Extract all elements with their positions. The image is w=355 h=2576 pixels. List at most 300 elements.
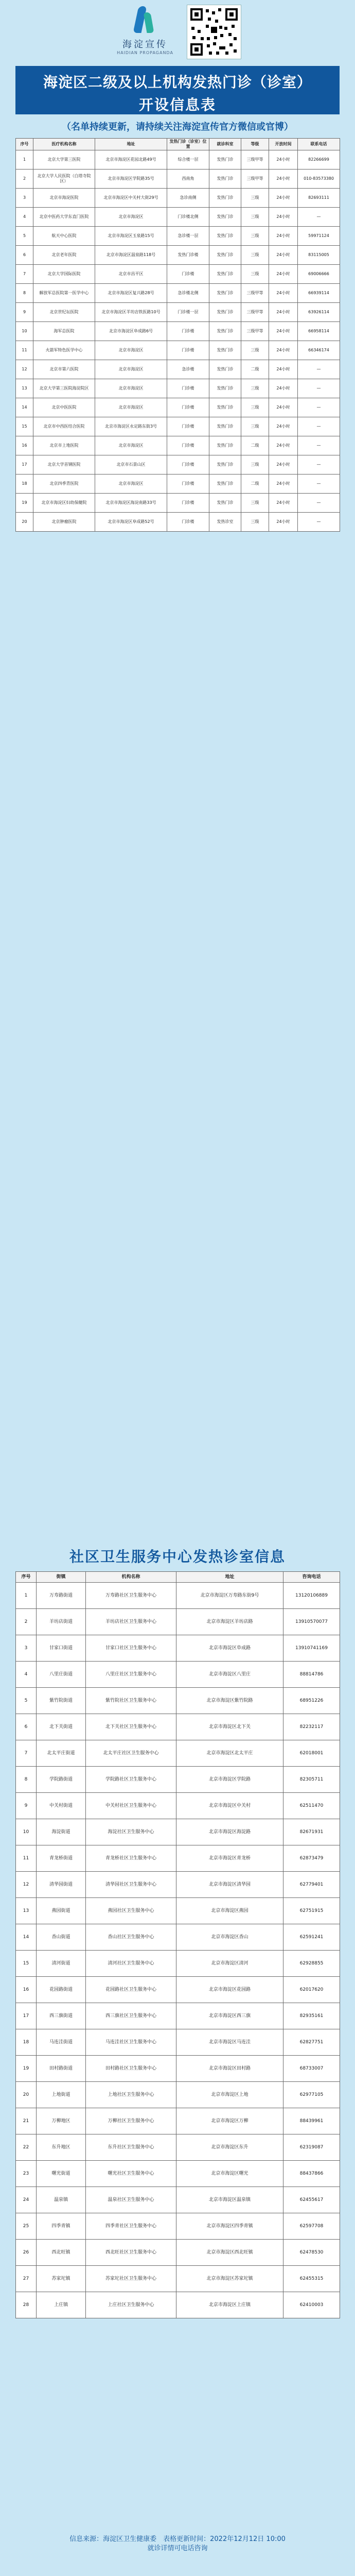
- table-cell: —: [298, 379, 340, 398]
- table-cell: 8: [16, 284, 33, 303]
- table-cell: 62591241: [283, 1924, 340, 1951]
- table-cell: 北京市海淀区万寿路东街9号: [176, 1583, 283, 1609]
- table-cell: 25: [16, 2213, 37, 2240]
- table-cell: 北太平庄社区卫生服务中心: [86, 1740, 176, 1767]
- table-cell: 62597708: [283, 2213, 340, 2240]
- table-cell: 香山街道: [37, 1924, 86, 1951]
- table-cell: 花园路街道: [37, 1977, 86, 2003]
- table-cell: 19: [16, 494, 33, 513]
- table-cell: 北下关街道: [37, 1714, 86, 1740]
- table-cell: 24小时: [269, 322, 298, 341]
- table-cell: 苏家坨镇: [37, 2266, 86, 2292]
- table-cell: 24小时: [269, 265, 298, 284]
- table-cell: 20: [16, 2082, 37, 2108]
- table-cell: 清河街道: [37, 1951, 86, 1977]
- table-cell: 北京市第六医院: [33, 360, 95, 379]
- table-cell: 甘家口社区卫生服务中心: [86, 1635, 176, 1662]
- table-cell: 上地社区卫生服务中心: [86, 2082, 176, 2108]
- table-cell: 24小时: [269, 189, 298, 208]
- table-cell: 紫竹院街道: [37, 1688, 86, 1714]
- table-cell: 三级: [241, 398, 269, 417]
- table-cell: 发热门诊: [209, 246, 241, 265]
- table-cell: 田村路社区卫生服务中心: [86, 2056, 176, 2082]
- table-row: [16, 2213, 340, 2240]
- table-cell: 门诊楼: [167, 379, 209, 398]
- table-row: [16, 1688, 340, 1714]
- table-row: [16, 1977, 340, 2003]
- table-cell: 北京大学第三医院: [33, 150, 95, 170]
- table-cell: 13910570077: [283, 1609, 340, 1635]
- table-cell: 北京市海淀区北下关: [176, 1714, 283, 1740]
- table-cell: 火箭军特色医学中心: [33, 341, 95, 360]
- table-cell: 发热门诊: [209, 436, 241, 455]
- table-cell: 82935161: [283, 2003, 340, 2029]
- column-header: 发热门诊（诊室）位置: [167, 139, 209, 150]
- table-cell: 航天中心医院: [33, 227, 95, 246]
- table-cell: 发热门诊: [209, 227, 241, 246]
- table-cell: 三级: [241, 189, 269, 208]
- footer-source: 信息来源：海淀区卫生健康委: [69, 2535, 157, 2543]
- table-cell: 三级甲等: [241, 322, 269, 341]
- table-cell: 北京市海淀区北太平庄: [176, 1740, 283, 1767]
- table-cell: 24小时: [269, 379, 298, 398]
- table-row: [16, 455, 340, 474]
- column-header: 机构名称: [86, 1572, 176, 1583]
- table-cell: 二级: [241, 436, 269, 455]
- table-cell: 门诊楼一层: [167, 303, 209, 322]
- table-cell: 15: [16, 417, 33, 436]
- table-cell: 24小时: [269, 513, 298, 532]
- footer-tip: 就诊详情可电话咨询: [147, 2545, 208, 2552]
- table-cell: —: [298, 360, 340, 379]
- header-top: [0, 0, 355, 67]
- table-cell: —: [298, 436, 340, 455]
- table-cell: 门诊楼: [167, 322, 209, 341]
- table-cell: 24小时: [269, 417, 298, 436]
- table-cell: 三级甲等: [241, 150, 269, 170]
- table-cell: 燕园街道: [37, 1898, 86, 1924]
- table-cell: 13910741169: [283, 1635, 340, 1662]
- table-cell: 北京大学第三医院海淀院区: [33, 379, 95, 398]
- table-row: [16, 1872, 340, 1898]
- title-line1: 海淀区二级及以上机构发热门诊（诊室）: [43, 74, 312, 91]
- table-cell: 北京市海淀区清华园: [176, 1872, 283, 1898]
- table-cell: 13: [16, 379, 33, 398]
- table-cell: 20: [16, 513, 33, 532]
- table-row: [16, 1662, 340, 1688]
- table-cell: 82305711: [283, 1767, 340, 1793]
- table-cell: 24小时: [269, 227, 298, 246]
- column-header: 地址: [176, 1572, 283, 1583]
- table-cell: 北京市海淀区阜成路: [176, 1635, 283, 1662]
- table-cell: 三级: [241, 513, 269, 532]
- table-cell: 62410003: [283, 2292, 340, 2318]
- table-cell: 三级: [241, 341, 269, 360]
- table-cell: 东升社区卫生服务中心: [86, 2134, 176, 2161]
- table-cell: 发热门诊: [209, 208, 241, 227]
- table-cell: 学院路社区卫生服务中心: [86, 1767, 176, 1793]
- table-cell: 62017620: [283, 1977, 340, 2003]
- table-cell: 西三旗街道: [37, 2003, 86, 2029]
- column-header: 序号: [16, 139, 33, 150]
- table-cell: 清华园社区卫生服务中心: [86, 1872, 176, 1898]
- table-cell: 北京市海淀区海淀南路33号: [95, 494, 167, 513]
- table-cell: 62873479: [283, 1845, 340, 1872]
- table-row: [16, 1583, 340, 1609]
- table-row: [16, 2003, 340, 2029]
- table-cell: 门诊楼: [167, 398, 209, 417]
- table-cell: 3: [16, 189, 33, 208]
- table-cell: 发热门诊: [209, 474, 241, 494]
- table-cell: 13120106889: [283, 1583, 340, 1609]
- table-cell: 17: [16, 2003, 37, 2029]
- table-cell: 66346174: [298, 341, 340, 360]
- table-cell: 北京市海淀区玉泉路15号: [95, 227, 167, 246]
- community-table-header: [16, 1572, 340, 1583]
- page-title: [15, 66, 340, 114]
- table-cell: —: [298, 513, 340, 532]
- table-cell: 22: [16, 2134, 37, 2161]
- table-cell: 62478530: [283, 2240, 340, 2266]
- table-cell: 3: [16, 1635, 37, 1662]
- table-cell: —: [298, 398, 340, 417]
- table-cell: 门诊楼: [167, 455, 209, 474]
- table-cell: 发热门诊: [209, 341, 241, 360]
- table-cell: 北京市海淀区: [95, 360, 167, 379]
- column-header: 地址: [95, 139, 167, 150]
- table-cell: 清华园街道: [37, 1872, 86, 1898]
- table-cell: 三级: [241, 494, 269, 513]
- table-cell: 83115005: [298, 246, 340, 265]
- table-cell: 北京市海淀区清河: [176, 1951, 283, 1977]
- table-cell: 7: [16, 1740, 37, 1767]
- table-cell: —: [298, 455, 340, 474]
- table-cell: 北京中医医院: [33, 398, 95, 417]
- table-cell: 13: [16, 1898, 37, 1924]
- table-row: [16, 2292, 340, 2318]
- table-cell: 66939114: [298, 284, 340, 303]
- table-cell: 16: [16, 436, 33, 455]
- hospital-table: [15, 138, 340, 532]
- table-cell: 北京市海淀区燕园: [176, 1898, 283, 1924]
- table-cell: 万寿路街道: [37, 1583, 86, 1609]
- table-cell: 三级: [241, 455, 269, 474]
- table-row: [16, 2187, 340, 2213]
- table-cell: 68951226: [283, 1688, 340, 1714]
- table-cell: 门诊楼: [167, 474, 209, 494]
- table-cell: 甘家口街道: [37, 1635, 86, 1662]
- table-cell: 温泉社区卫生服务中心: [86, 2187, 176, 2213]
- table-cell: 羊坊店社区卫生服务中心: [86, 1609, 176, 1635]
- table-cell: 北京市海淀区海淀路: [176, 1819, 283, 1845]
- table-row: [16, 2266, 340, 2292]
- column-header: 等级: [241, 139, 269, 150]
- table-cell: 北京大学首钢医院: [33, 455, 95, 474]
- table-cell: 2: [16, 1609, 37, 1635]
- table-cell: 24小时: [269, 436, 298, 455]
- table-cell: 紫竹院社区卫生服务中心: [86, 1688, 176, 1714]
- column-header: 联系电话: [298, 139, 340, 150]
- table-cell: 北京市海淀区羊坊店路: [176, 1609, 283, 1635]
- table-row: [16, 513, 340, 532]
- table-cell: —: [298, 474, 340, 494]
- table-cell: 发热门诊: [209, 379, 241, 398]
- table-cell: 62018001: [283, 1740, 340, 1767]
- table-cell: —: [298, 494, 340, 513]
- table-cell: 北京市海淀区复兴路28号: [95, 284, 167, 303]
- table-cell: 11: [16, 341, 33, 360]
- table-cell: 12: [16, 360, 33, 379]
- table-cell: 门诊楼: [167, 417, 209, 436]
- table-cell: 三级: [241, 246, 269, 265]
- table-cell: 24小时: [269, 341, 298, 360]
- table-cell: 苏家坨社区卫生服务中心: [86, 2266, 176, 2292]
- table-cell: 急诊南侧: [167, 189, 209, 208]
- table-cell: 北京市海淀区曙光: [176, 2161, 283, 2187]
- table-cell: 88439961: [283, 2108, 340, 2134]
- table-cell: 24小时: [269, 360, 298, 379]
- table-row: [16, 189, 340, 208]
- table-cell: 66958114: [298, 322, 340, 341]
- logo-subtext: HAIDIAN PROPAGANDA: [117, 50, 173, 55]
- table-cell: 发热门诊楼: [167, 246, 209, 265]
- table-cell: 59971124: [298, 227, 340, 246]
- table-cell: 海淀社区卫生服务中心: [86, 1819, 176, 1845]
- table-cell: 八里庄社区卫生服务中心: [86, 1662, 176, 1688]
- table-cell: 62455315: [283, 2266, 340, 2292]
- table-cell: 北京市海淀区阜成路52号: [95, 513, 167, 532]
- table-cell: 门诊楼: [167, 494, 209, 513]
- table-cell: 82693111: [298, 189, 340, 208]
- table-cell: 4: [16, 1662, 37, 1688]
- table-cell: 24小时: [269, 455, 298, 474]
- table-row: [16, 2108, 340, 2134]
- table-cell: 62455617: [283, 2187, 340, 2213]
- column-header: 医疗机构名称: [33, 139, 95, 150]
- table-cell: 北京市海淀区中关村大街29号: [95, 189, 167, 208]
- table-row: [16, 322, 340, 341]
- table-cell: 24小时: [269, 284, 298, 303]
- table-cell: 68733007: [283, 2056, 340, 2082]
- table-cell: 西北旺镇: [37, 2240, 86, 2266]
- table-cell: 24小时: [269, 398, 298, 417]
- table-cell: 北太平庄街道: [37, 1740, 86, 1767]
- column-header: 序号: [16, 1572, 37, 1583]
- table-cell: 62827751: [283, 2029, 340, 2056]
- table-cell: 发热门诊: [209, 170, 241, 189]
- table-cell: 北京市海淀区温泉路118号: [95, 246, 167, 265]
- table-cell: 北京市中西医结合医院: [33, 417, 95, 436]
- table-row: [16, 208, 340, 227]
- table-cell: 西北旺社区卫生服务中心: [86, 2240, 176, 2266]
- table-cell: 北京四季青医院: [33, 474, 95, 494]
- table-cell: 北京市海淀区马连洼: [176, 2029, 283, 2056]
- table-cell: 24小时: [269, 494, 298, 513]
- table-row: [16, 1767, 340, 1793]
- table-cell: 二级: [241, 360, 269, 379]
- table-cell: 上庄镇: [37, 2292, 86, 2318]
- table-cell: 北京市海淀区西三旗: [176, 2003, 283, 2029]
- table-cell: 1: [16, 1583, 37, 1609]
- table-cell: 16: [16, 1977, 37, 2003]
- table-cell: 北京市海淀医院: [33, 189, 95, 208]
- table-row: [16, 2134, 340, 2161]
- table-cell: 三级甲等: [241, 170, 269, 189]
- table-cell: 北京市上地医院: [33, 436, 95, 455]
- table-cell: 6: [16, 246, 33, 265]
- community-section-title: 社区卫生服务中心发热诊室信息: [69, 1548, 286, 1565]
- table-cell: 62319087: [283, 2134, 340, 2161]
- table-cell: 万柳社区卫生服务中心: [86, 2108, 176, 2134]
- table-cell: 发热门诊: [209, 265, 241, 284]
- footer-info: [0, 2535, 355, 2553]
- table-cell: 中关村社区卫生服务中心: [86, 1793, 176, 1819]
- table-cell: —: [298, 208, 340, 227]
- table-cell: 青龙桥街道: [37, 1845, 86, 1872]
- table-row: [16, 379, 340, 398]
- table-cell: 88814786: [283, 1662, 340, 1688]
- table-cell: 三级: [241, 265, 269, 284]
- table-cell: 花园路社区卫生服务中心: [86, 1977, 176, 2003]
- table-cell: 北京老年医院: [33, 246, 95, 265]
- table-cell: 24小时: [269, 474, 298, 494]
- table-cell: 发热诊室: [209, 513, 241, 532]
- table-cell: 门诊楼北侧: [167, 208, 209, 227]
- table-row: [16, 1793, 340, 1819]
- table-row: [16, 227, 340, 246]
- table-cell: 9: [16, 1793, 37, 1819]
- table-cell: 10: [16, 1819, 37, 1845]
- table-cell: 北京市海淀区妇幼保健院: [33, 494, 95, 513]
- table-row: [16, 284, 340, 303]
- table-cell: 马连洼社区卫生服务中心: [86, 2029, 176, 2056]
- table-cell: 北京市石景山区: [95, 455, 167, 474]
- table-cell: 北京市海淀区东升: [176, 2134, 283, 2161]
- table-cell: 田村路街道: [37, 2056, 86, 2082]
- table-cell: 24小时: [269, 303, 298, 322]
- table-cell: 28: [16, 2292, 37, 2318]
- table-cell: 海军总医院: [33, 322, 95, 341]
- table-row: [16, 2029, 340, 2056]
- table-cell: 北京市海淀区上庄镇: [176, 2292, 283, 2318]
- table-cell: 18: [16, 2029, 37, 2056]
- table-cell: 24: [16, 2187, 37, 2213]
- table-row: [16, 1740, 340, 1767]
- table-cell: 1: [16, 150, 33, 170]
- table-cell: 北京市海淀区: [95, 208, 167, 227]
- table-row: [16, 494, 340, 513]
- footer-update: 表格更新时间：2022年12月12日 10:00: [163, 2535, 286, 2543]
- table-cell: 北京市昌平区: [95, 265, 167, 284]
- table-cell: 三级: [241, 208, 269, 227]
- table-cell: 中关村街道: [37, 1793, 86, 1819]
- table-cell: 010-83573380: [298, 170, 340, 189]
- table-row: [16, 1819, 340, 1845]
- table-cell: 曙光街道: [37, 2161, 86, 2187]
- table-cell: 东升地区: [37, 2134, 86, 2161]
- table-cell: 北京大学人民医院（白塔寺院区）: [33, 170, 95, 189]
- table-cell: 北京市海淀区香山: [176, 1924, 283, 1951]
- table-cell: 发热门诊: [209, 303, 241, 322]
- table-row: [16, 1635, 340, 1662]
- table-cell: 八里庄街道: [37, 1662, 86, 1688]
- table-cell: —: [298, 417, 340, 436]
- table-cell: 发热门诊: [209, 284, 241, 303]
- logo-icon: [130, 4, 161, 37]
- update-notice: （名单持续更新，请持续关注海淀宣传官方微信或官博）: [62, 122, 293, 132]
- table-cell: 温泉镇: [37, 2187, 86, 2213]
- table-cell: 发热门诊: [209, 417, 241, 436]
- table-cell: 北京市海淀区八里庄: [176, 1662, 283, 1688]
- table-cell: 北京市海淀区: [95, 398, 167, 417]
- table-cell: 北京市海淀区西北旺镇: [176, 2240, 283, 2266]
- table-row: [16, 1951, 340, 1977]
- table-cell: 万柳地区: [37, 2108, 86, 2134]
- table-cell: 62511470: [283, 1793, 340, 1819]
- table-cell: 青龙桥社区卫生服务中心: [86, 1845, 176, 1872]
- table-cell: 62779401: [283, 1872, 340, 1898]
- table-row: [16, 150, 340, 170]
- table-row: [16, 474, 340, 494]
- table-cell: 14: [16, 1924, 37, 1951]
- table-cell: 上庄社区卫生服务中心: [86, 2292, 176, 2318]
- table-row: [16, 246, 340, 265]
- table-cell: 门诊楼: [167, 341, 209, 360]
- table-cell: 北京市海淀区: [95, 341, 167, 360]
- table-cell: 4: [16, 208, 33, 227]
- table-cell: 北京世纪坛医院: [33, 303, 95, 322]
- table-cell: 西南角: [167, 170, 209, 189]
- table-cell: 三级: [241, 417, 269, 436]
- hospital-table-header: [16, 139, 340, 150]
- table-cell: 82232117: [283, 1714, 340, 1740]
- table-cell: 发热门诊: [209, 150, 241, 170]
- table-cell: 11: [16, 1845, 37, 1872]
- table-cell: 门诊楼: [167, 436, 209, 455]
- table-row: [16, 2056, 340, 2082]
- table-cell: 北京中医药大学东直门医院: [33, 208, 95, 227]
- table-cell: 北京市海淀区四季青镇: [176, 2213, 283, 2240]
- table-cell: 21: [16, 2108, 37, 2134]
- table-cell: 2: [16, 170, 33, 189]
- table-row: [16, 436, 340, 455]
- table-cell: 82266699: [298, 150, 340, 170]
- table-cell: 三级甲等: [241, 303, 269, 322]
- table-cell: 62977105: [283, 2082, 340, 2108]
- table-cell: 上地街道: [37, 2082, 86, 2108]
- table-cell: 27: [16, 2266, 37, 2292]
- table-row: [16, 2240, 340, 2266]
- table-row: [16, 398, 340, 417]
- table-cell: 5: [16, 1688, 37, 1714]
- table-cell: 北京市海淀区青龙桥: [176, 1845, 283, 1872]
- column-header: 咨询电话: [283, 1572, 340, 1583]
- table-cell: 24小时: [269, 170, 298, 189]
- table-cell: 63926114: [298, 303, 340, 322]
- table-row: [16, 2082, 340, 2108]
- table-cell: 10: [16, 322, 33, 341]
- logo: [114, 4, 176, 61]
- table-cell: 北京市海淀区学院路: [176, 1767, 283, 1793]
- table-cell: 发热门诊: [209, 322, 241, 341]
- table-cell: 三级: [241, 227, 269, 246]
- table-row: [16, 265, 340, 284]
- table-cell: 15: [16, 1951, 37, 1977]
- table-cell: 北京市海淀区万柳: [176, 2108, 283, 2134]
- table-cell: 发热门诊: [209, 494, 241, 513]
- table-cell: 西三旗社区卫生服务中心: [86, 2003, 176, 2029]
- table-cell: 急诊楼一层: [167, 227, 209, 246]
